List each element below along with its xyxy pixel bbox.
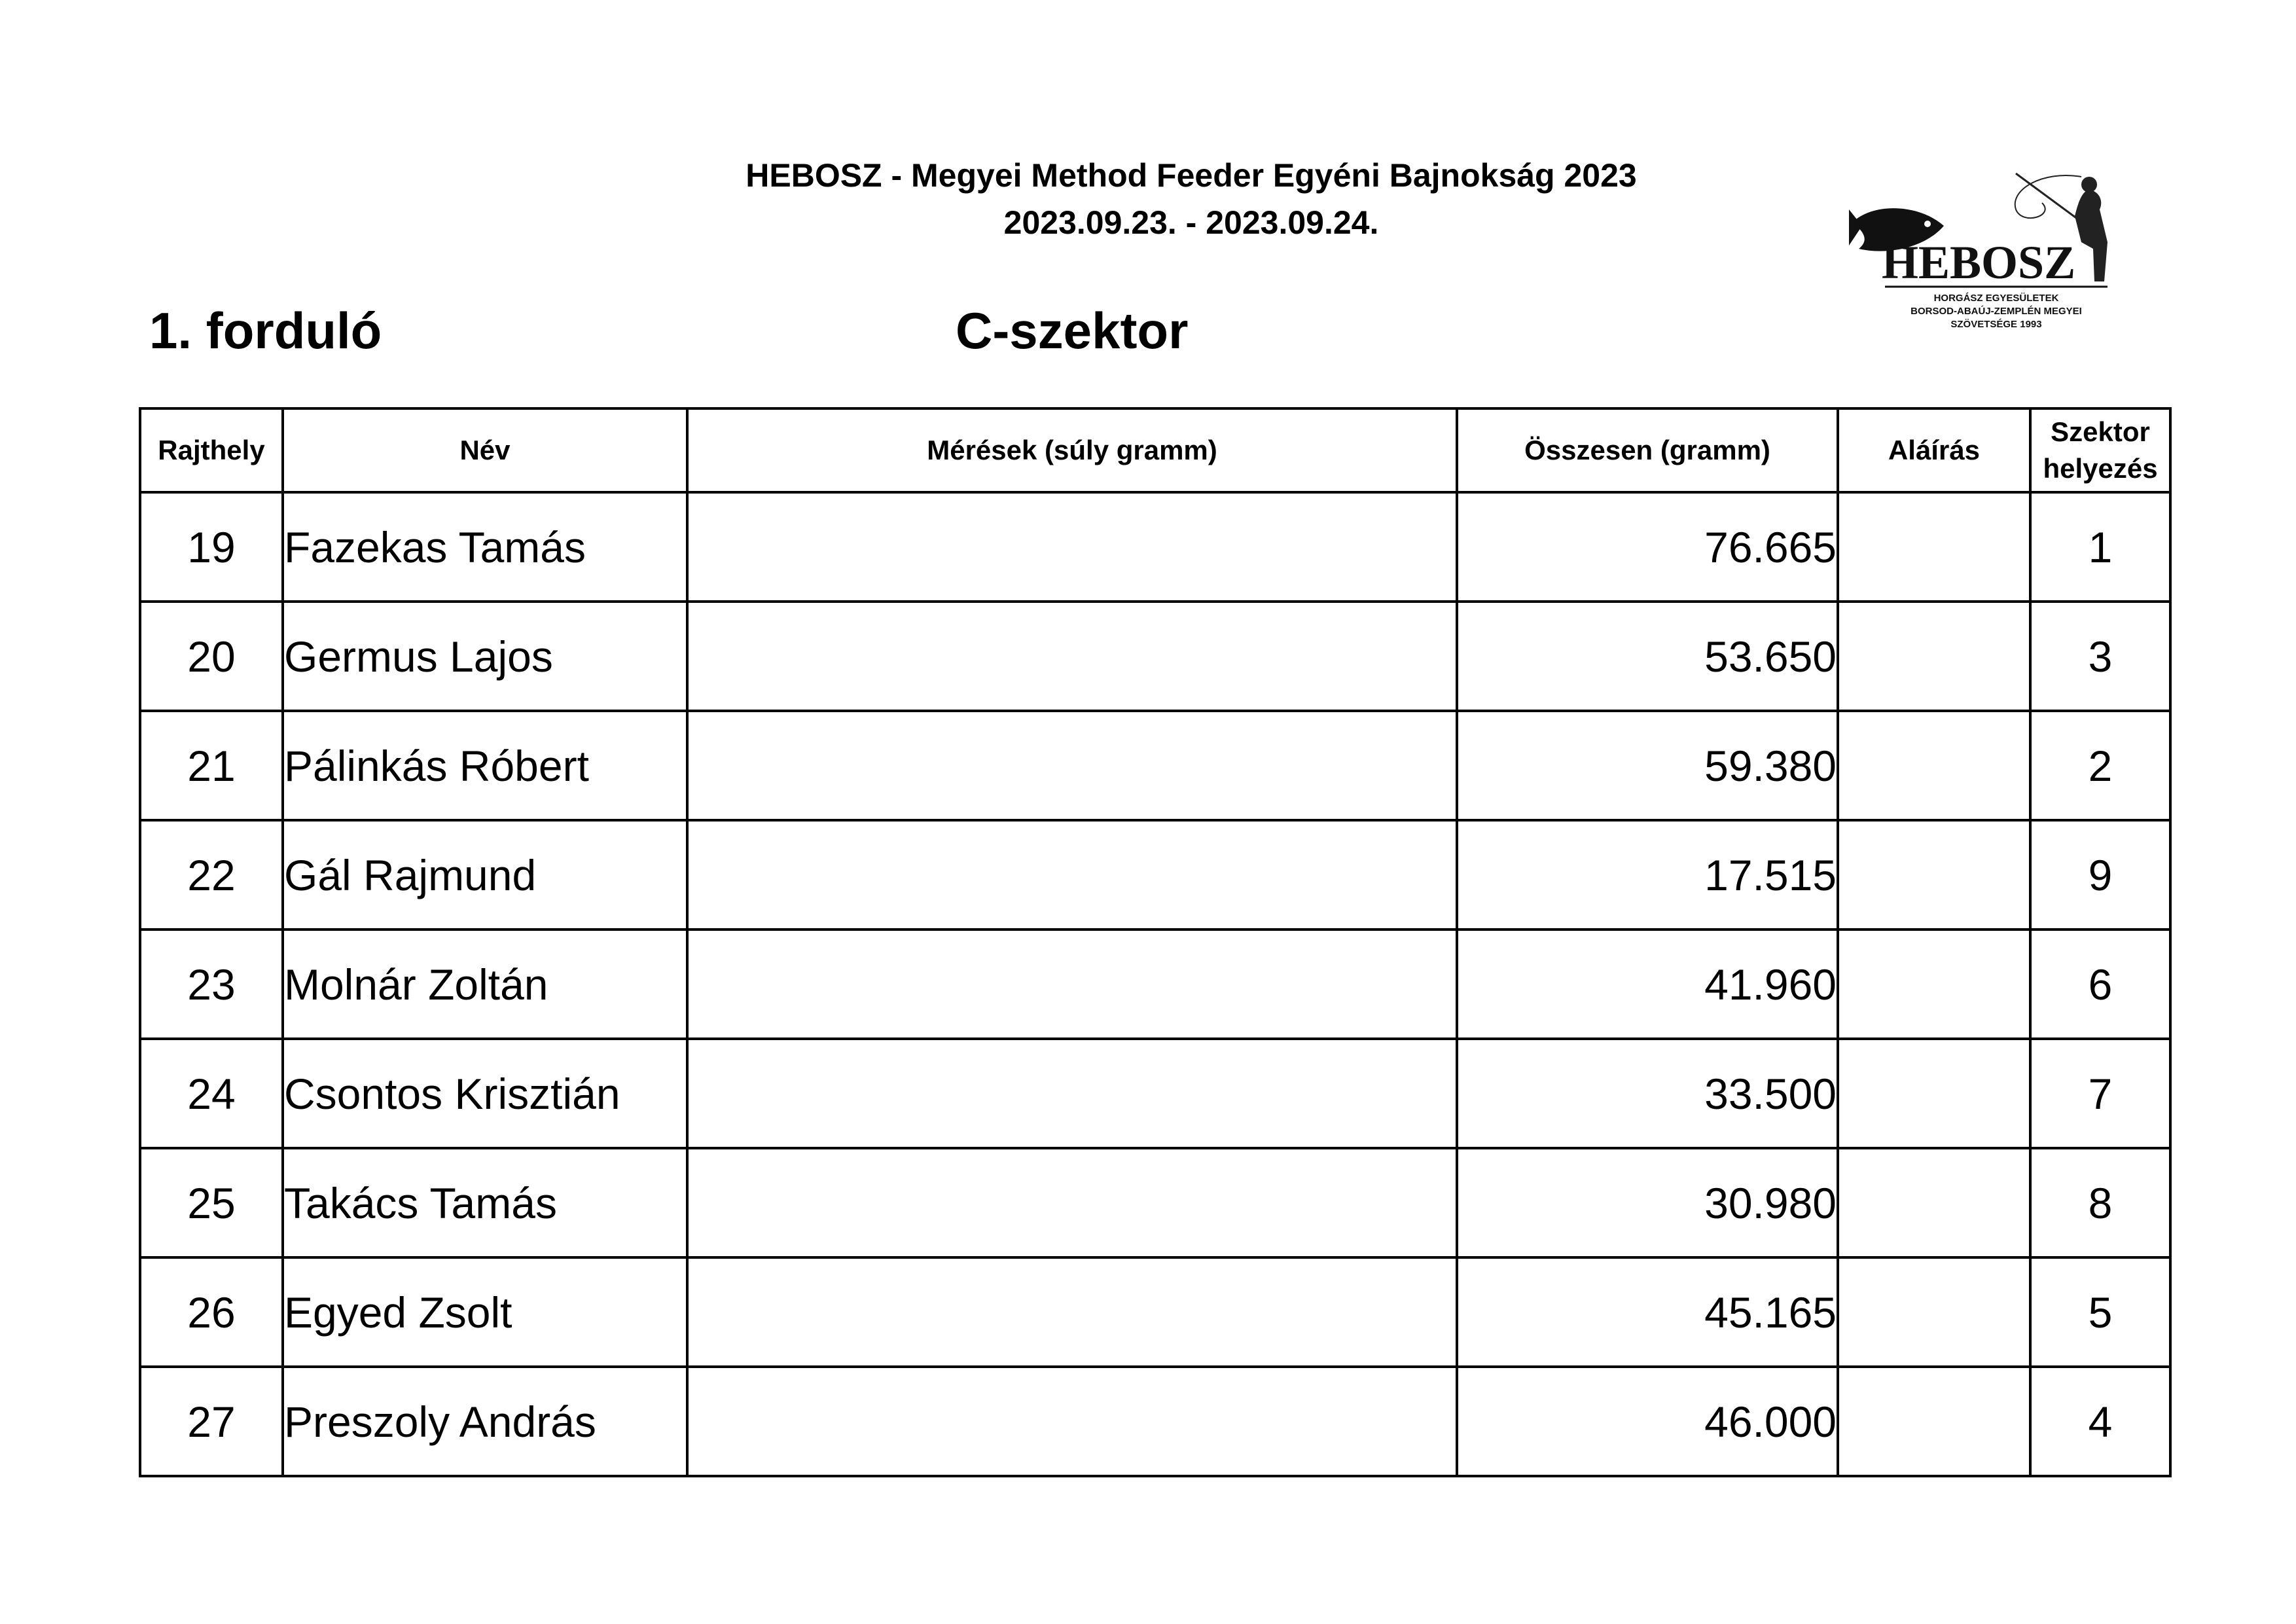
cell-rank: 8 bbox=[2030, 1148, 2170, 1257]
logo-wordmark: HEBOSZ bbox=[1882, 236, 2076, 289]
col-header-measurements: Mérések (súly gramm) bbox=[687, 408, 1457, 492]
cell-start: 19 bbox=[140, 492, 283, 602]
cell-rank: 9 bbox=[2030, 820, 2170, 929]
cell-total: 30.980 bbox=[1457, 1148, 1838, 1257]
cell-measurements bbox=[687, 492, 1457, 602]
cell-name: Pálinkás Róbert bbox=[283, 711, 687, 820]
cell-start: 21 bbox=[140, 711, 283, 820]
table-row bbox=[140, 1367, 2170, 1476]
cell-rank: 7 bbox=[2030, 1039, 2170, 1148]
cell-signature bbox=[1838, 711, 2030, 820]
cell-rank: 6 bbox=[2030, 929, 2170, 1039]
document-title: HEBOSZ - Megyei Method Feeder Egyéni Bajnokság 2023 bbox=[745, 157, 1637, 194]
cell-signature bbox=[1838, 929, 2030, 1039]
table-row bbox=[140, 1148, 2170, 1257]
cell-total: 46.000 bbox=[1457, 1367, 1838, 1476]
cell-signature bbox=[1838, 492, 2030, 602]
cell-measurements bbox=[687, 1257, 1457, 1367]
logo-line-1: HORGÁSZ EGYESÜLETEK bbox=[1933, 293, 2059, 304]
cell-measurements bbox=[687, 711, 1457, 820]
cell-name: Preszoly András bbox=[283, 1367, 687, 1476]
cell-name: Csontos Krisztián bbox=[283, 1039, 687, 1148]
round-label: 1. forduló bbox=[149, 302, 382, 359]
cell-name: Gál Rajmund bbox=[283, 820, 687, 929]
cell-signature bbox=[1838, 1039, 2030, 1148]
cell-rank: 1 bbox=[2030, 492, 2170, 602]
col-header-rank-line2: helyezés bbox=[2043, 453, 2158, 484]
cell-start: 23 bbox=[140, 929, 283, 1039]
cell-rank: 3 bbox=[2030, 602, 2170, 711]
cell-rank: 5 bbox=[2030, 1257, 2170, 1367]
logo-line-2: BORSOD-ABAÚJ-ZEMPLÉN MEGYEI bbox=[1910, 306, 2082, 317]
cell-measurements bbox=[687, 1367, 1457, 1476]
cell-start: 20 bbox=[140, 602, 283, 711]
table-row bbox=[140, 929, 2170, 1039]
col-header-name: Név bbox=[283, 408, 687, 492]
table-row bbox=[140, 1039, 2170, 1148]
cell-start: 26 bbox=[140, 1257, 283, 1367]
cell-signature bbox=[1838, 820, 2030, 929]
document-header bbox=[576, 152, 1806, 246]
results-table bbox=[139, 407, 2172, 1477]
cell-measurements bbox=[687, 602, 1457, 711]
sector-label: C-szektor bbox=[956, 302, 1189, 359]
cell-total: 33.500 bbox=[1457, 1039, 1838, 1148]
col-header-start: Rajthely bbox=[140, 408, 283, 492]
table-row bbox=[140, 602, 2170, 711]
cell-total: 53.650 bbox=[1457, 602, 1838, 711]
logo-line-3: SZÖVETSÉGE 1993 bbox=[1950, 319, 2042, 330]
col-header-rank-line1: Szektor bbox=[2051, 416, 2150, 447]
cell-total: 59.380 bbox=[1457, 711, 1838, 820]
table-row bbox=[140, 492, 2170, 602]
cell-rank: 2 bbox=[2030, 711, 2170, 820]
cell-signature bbox=[1838, 1148, 2030, 1257]
cell-total: 76.665 bbox=[1457, 492, 1838, 602]
table-body bbox=[140, 492, 2170, 1476]
hebosz-logo-graphic bbox=[1846, 164, 2121, 334]
cell-name: Egyed Zsolt bbox=[283, 1257, 687, 1367]
table-row bbox=[140, 711, 2170, 820]
cell-name: Takács Tamás bbox=[283, 1148, 687, 1257]
cell-measurements bbox=[687, 1148, 1457, 1257]
hebosz-logo bbox=[1846, 164, 2121, 334]
cell-measurements bbox=[687, 929, 1457, 1039]
cell-measurements bbox=[687, 820, 1457, 929]
col-header-rank bbox=[2030, 408, 2170, 492]
cell-total: 45.165 bbox=[1457, 1257, 1838, 1367]
cell-name: Germus Lajos bbox=[283, 602, 687, 711]
table-header-row bbox=[140, 408, 2170, 492]
cell-signature bbox=[1838, 1367, 2030, 1476]
cell-rank: 4 bbox=[2030, 1367, 2170, 1476]
table-row bbox=[140, 1257, 2170, 1367]
cell-total: 17.515 bbox=[1457, 820, 1838, 929]
cell-total: 41.960 bbox=[1457, 929, 1838, 1039]
cell-signature bbox=[1838, 602, 2030, 711]
cell-name: Fazekas Tamás bbox=[283, 492, 687, 602]
cell-signature bbox=[1838, 1257, 2030, 1367]
event-dates: 2023.09.23. - 2023.09.24. bbox=[1003, 204, 1379, 241]
cell-start: 22 bbox=[140, 820, 283, 929]
col-header-signature: Aláírás bbox=[1838, 408, 2030, 492]
cell-start: 24 bbox=[140, 1039, 283, 1148]
col-header-total: Összesen (gramm) bbox=[1457, 408, 1838, 492]
cell-start: 25 bbox=[140, 1148, 283, 1257]
cell-start: 27 bbox=[140, 1367, 283, 1476]
table-row bbox=[140, 820, 2170, 929]
cell-name: Molnár Zoltán bbox=[283, 929, 687, 1039]
cell-measurements bbox=[687, 1039, 1457, 1148]
